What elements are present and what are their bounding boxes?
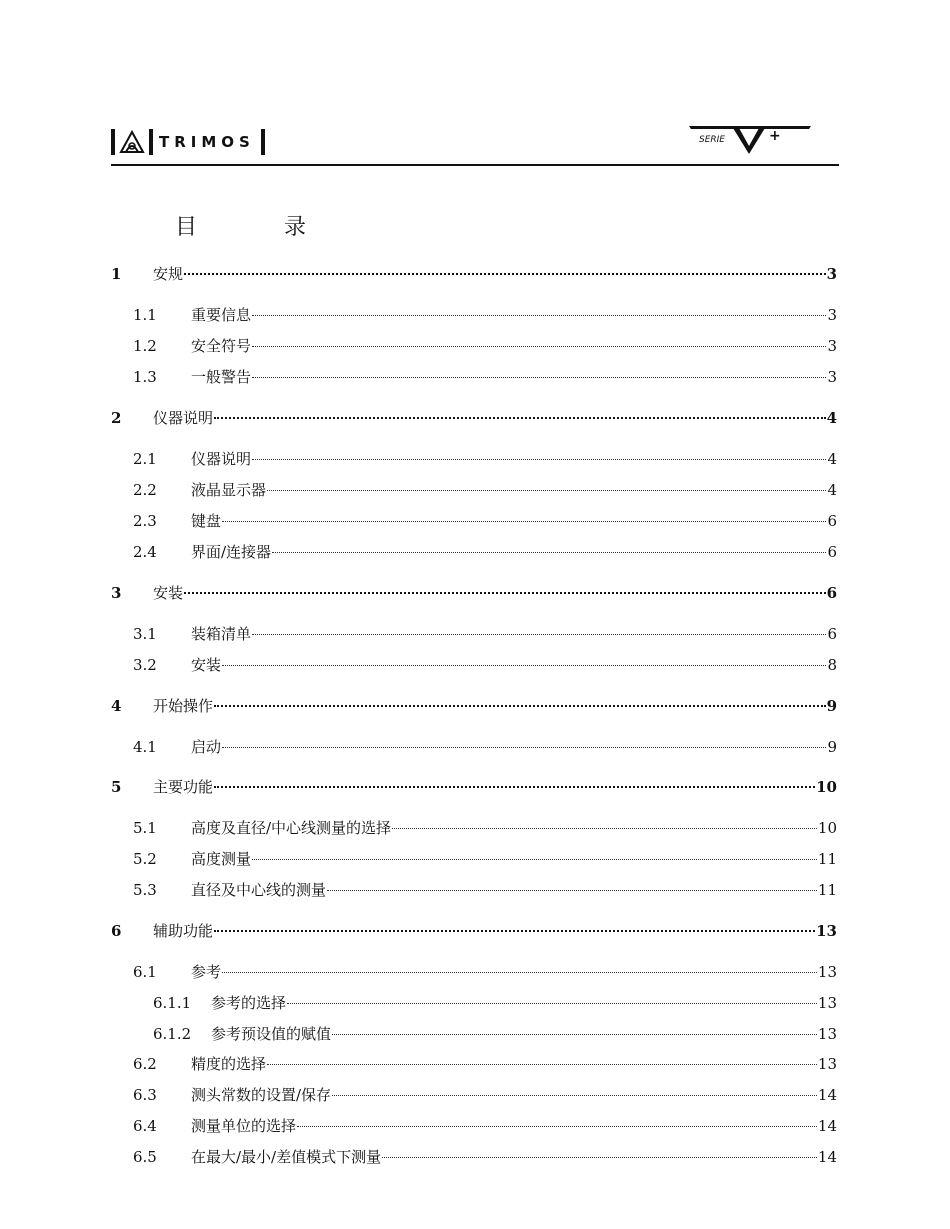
toc-entry[interactable] <box>111 1053 837 1075</box>
toc-entry-title: 参考预设值的赋值 <box>211 1025 332 1043</box>
toc-entry-page: 14 <box>817 1148 837 1166</box>
toc-entry-title: 安全符号 <box>191 337 252 355</box>
toc-entry-number: 4.1 <box>133 738 157 756</box>
toc-entry-number: 6.5 <box>133 1148 157 1166</box>
toc-dot-leader <box>252 377 826 378</box>
toc-entry[interactable] <box>111 541 837 563</box>
logo-bar-right <box>261 129 265 155</box>
toc-entry[interactable] <box>111 304 837 326</box>
toc-entry-title: 键盘 <box>191 512 222 530</box>
toc-entry-number: 5.2 <box>133 850 157 868</box>
toc-entry-page: 10 <box>817 819 837 837</box>
toc-entry-page: 13 <box>817 963 837 981</box>
toc-dot-leader <box>332 1095 817 1096</box>
toc-entry-page: 4 <box>827 450 837 468</box>
toc-entry-title: 测头常数的设置/保存 <box>191 1086 332 1104</box>
toc-entry-title: 在最大/最小/差值模式下测量 <box>191 1148 382 1166</box>
toc-entry[interactable] <box>111 335 837 357</box>
toc-dot-leader <box>252 346 826 347</box>
toc-entry-page: 13 <box>817 1025 837 1043</box>
toc-entry-number: 4 <box>111 697 122 715</box>
toc-entry-number: 5.3 <box>133 881 157 899</box>
toc-entry-number: 2.1 <box>133 450 157 468</box>
toc-entry-page: 8 <box>827 656 837 674</box>
toc-dot-leader <box>267 1064 817 1065</box>
toc-entry[interactable] <box>111 366 837 388</box>
toc-entry-page: 13 <box>817 994 837 1012</box>
toc-entry-number: 1.3 <box>133 368 157 386</box>
header-rule <box>111 164 839 166</box>
toc-entry-number: 3.2 <box>133 656 157 674</box>
toc-dot-leader <box>214 705 826 707</box>
toc-entry-title: 高度及直径/中心线测量的选择 <box>191 819 392 837</box>
toc-entry[interactable] <box>111 654 837 676</box>
toc-entry-title: 参考 <box>191 963 222 981</box>
toc-entry-number: 6.1.2 <box>153 1025 192 1043</box>
trimos-logo <box>111 128 265 156</box>
toc-entry-title: 直径及中心线的测量 <box>191 881 327 899</box>
toc-dot-leader <box>252 315 826 316</box>
toc-entry-page: 10 <box>816 778 837 796</box>
toc-entry-number: 3.1 <box>133 625 157 643</box>
toc-entry-title: 重要信息 <box>191 306 252 324</box>
toc-entry[interactable] <box>111 961 837 983</box>
toc-entry[interactable] <box>111 263 837 285</box>
toc-entry-number: 5 <box>111 778 122 796</box>
page-header <box>111 118 839 166</box>
toc-entry-title: 测量单位的选择 <box>191 1117 297 1135</box>
toc-entry-page: 13 <box>817 1055 837 1073</box>
toc-entry-title: 安规 <box>153 265 184 283</box>
toc-entry[interactable] <box>111 1023 837 1045</box>
toc-entry[interactable] <box>111 920 837 942</box>
toc-dot-leader <box>267 490 826 491</box>
toc-entry-title: 仪器说明 <box>191 450 252 468</box>
toc-entry[interactable] <box>111 817 837 839</box>
toc-entry-title: 安装 <box>191 656 222 674</box>
toc-dot-leader <box>272 552 826 553</box>
toc-entry-page: 14 <box>817 1117 837 1135</box>
toc-entry-number: 6.1 <box>133 963 157 981</box>
trimos-emblem-icon <box>115 128 149 156</box>
toc-entry[interactable] <box>111 623 837 645</box>
toc-entry-page: 6 <box>827 625 837 643</box>
series-logo-text: SERIE <box>699 135 725 145</box>
toc-entry-title: 安装 <box>153 584 184 602</box>
toc-entry-number: 2.4 <box>133 543 157 561</box>
toc-dot-leader <box>297 1126 817 1127</box>
toc-dot-leader <box>214 417 826 419</box>
toc-entry-page: 6 <box>827 543 837 561</box>
toc-entry[interactable] <box>111 1115 837 1137</box>
toc-entry-page: 13 <box>816 922 837 940</box>
toc-dot-leader <box>222 747 826 748</box>
toc-dot-leader <box>287 1003 817 1004</box>
toc-entry[interactable] <box>111 448 837 470</box>
toc-entry[interactable] <box>111 510 837 532</box>
toc-title: 目 录 <box>175 215 346 240</box>
toc-entry-number: 3 <box>111 584 122 602</box>
logo-bar-middle <box>149 129 153 155</box>
toc-entry-number: 5.1 <box>133 819 157 837</box>
toc-entry-page: 4 <box>826 409 837 427</box>
toc-entry-title: 参考的选择 <box>211 994 287 1012</box>
toc-dot-leader <box>382 1157 817 1158</box>
toc-dot-leader <box>392 828 817 829</box>
toc-entry[interactable] <box>111 992 837 1014</box>
toc-dot-leader <box>222 521 826 522</box>
toc-dot-leader <box>184 273 826 275</box>
toc-entry-page: 3 <box>827 306 837 324</box>
toc-entry[interactable] <box>111 407 837 429</box>
toc-entry-number: 6.4 <box>133 1117 157 1135</box>
toc-dot-leader <box>327 890 817 891</box>
toc-dot-leader <box>184 592 826 594</box>
toc-entry-title: 启动 <box>191 738 222 756</box>
toc-entry-number: 1 <box>111 265 122 283</box>
toc-entry-page: 6 <box>827 512 837 530</box>
toc-entry[interactable] <box>111 736 837 758</box>
series-v-plus-logo <box>689 118 811 158</box>
toc-entry-number: 2 <box>111 409 122 427</box>
toc-dot-leader <box>332 1034 817 1035</box>
toc-entry[interactable] <box>111 776 837 798</box>
toc-entry-number: 1.1 <box>133 306 157 324</box>
toc-entry-page: 3 <box>827 368 837 386</box>
toc-entry-title: 主要功能 <box>153 778 214 796</box>
toc-entry-number: 1.2 <box>133 337 157 355</box>
toc-entry[interactable] <box>111 1084 837 1106</box>
toc-entry-page: 9 <box>827 738 837 756</box>
brand-name: TRIMOS <box>159 133 255 151</box>
toc-entry-page: 11 <box>817 881 837 899</box>
toc-entry-title: 仪器说明 <box>153 409 214 427</box>
toc-entry[interactable] <box>111 879 837 901</box>
toc-entry-title: 液晶显示器 <box>191 481 267 499</box>
toc-dot-leader <box>214 786 815 788</box>
toc-entry-number: 2.2 <box>133 481 157 499</box>
toc-entry-title: 开始操作 <box>153 697 214 715</box>
toc-entry[interactable] <box>111 848 837 870</box>
toc-dot-leader <box>252 459 826 460</box>
toc-entry-page: 14 <box>817 1086 837 1104</box>
series-logo-sup: + <box>769 128 781 144</box>
toc-entry-page: 9 <box>826 697 837 715</box>
toc-entry[interactable] <box>111 479 837 501</box>
toc-entry-title: 辅助功能 <box>153 922 214 940</box>
toc-entry-number: 2.3 <box>133 512 157 530</box>
toc-entry-title: 高度测量 <box>191 850 252 868</box>
toc-dot-leader <box>214 930 815 932</box>
toc-entry-title: 界面/连接器 <box>191 543 272 561</box>
toc-entry-number: 6 <box>111 922 122 940</box>
toc-entry-page: 3 <box>827 337 837 355</box>
toc-entry-number: 6.2 <box>133 1055 157 1073</box>
toc-entry-title: 一般警告 <box>191 368 252 386</box>
toc-entry-title: 精度的选择 <box>191 1055 267 1073</box>
toc-entry-number: 6.1.1 <box>153 994 192 1012</box>
toc-entry-number: 6.3 <box>133 1086 157 1104</box>
toc-entry[interactable] <box>111 695 837 717</box>
toc-dot-leader <box>222 665 826 666</box>
toc-dot-leader <box>252 634 826 635</box>
toc-dot-leader <box>252 859 817 860</box>
toc-entry-page: 4 <box>827 481 837 499</box>
toc-entry[interactable] <box>111 1146 837 1168</box>
toc-dot-leader <box>222 972 817 973</box>
toc-entry-page: 3 <box>826 265 837 283</box>
toc-entry-title: 装箱清单 <box>191 625 252 643</box>
toc-entry-page: 11 <box>817 850 837 868</box>
toc-entry[interactable] <box>111 582 837 604</box>
toc-entry-page: 6 <box>826 584 837 602</box>
